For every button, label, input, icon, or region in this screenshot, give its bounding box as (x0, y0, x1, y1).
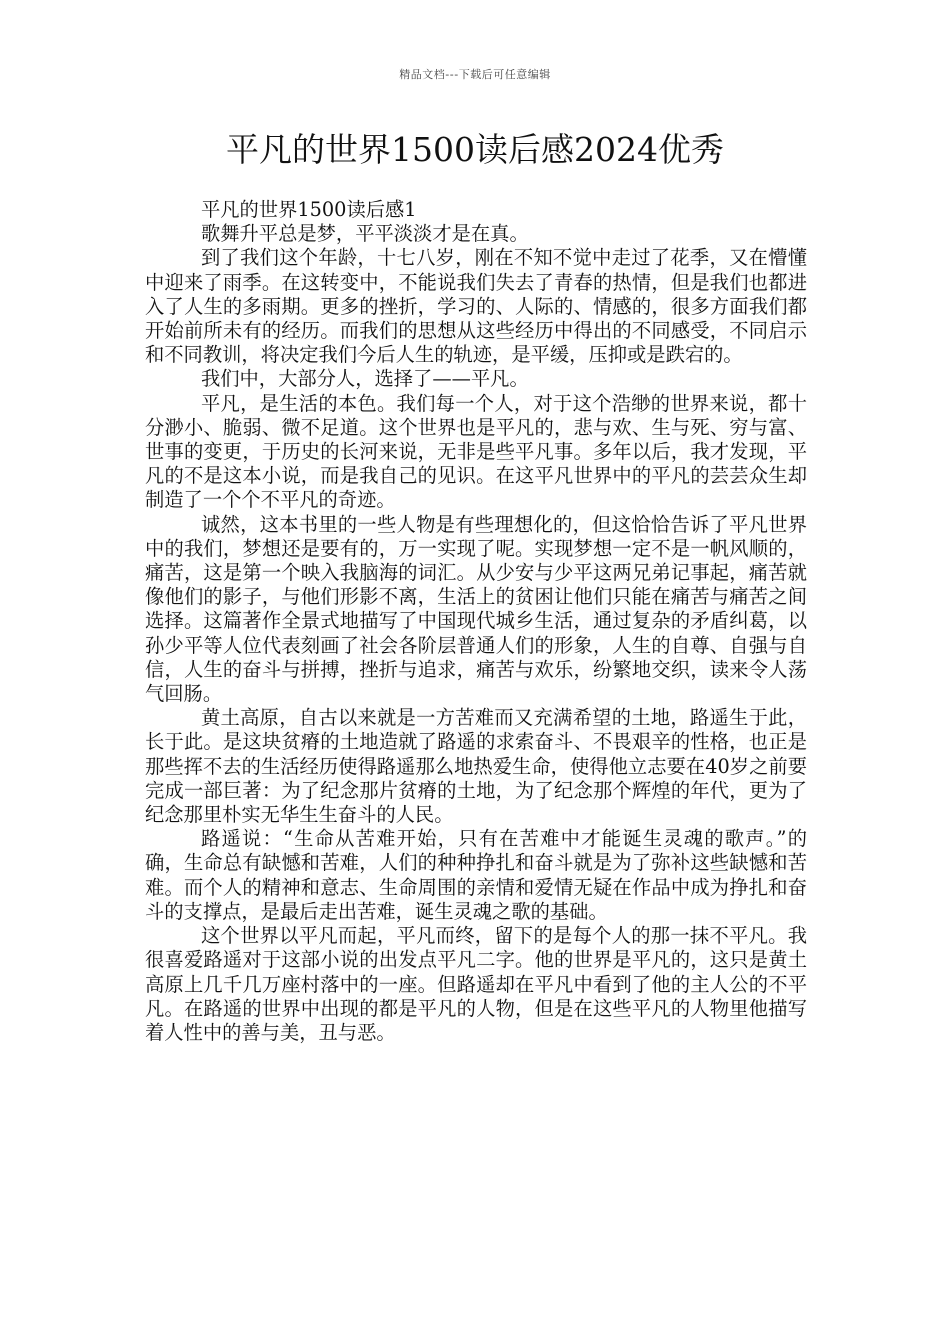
body-paragraph: 我们中，大部分人，选择了——平凡。 (200, 367, 529, 391)
body-paragraph: 平凡，是生活的本色。我们每一个人，对于这个浩缈的世界来说，都十分渺小、脆弱、微不足道。这个世界也是平凡的，悲与欢、生与死、穷与富、世事的变更，于历史的长河来说，无非是些平凡事。多年以后，我才发现，平凡的不是这本小说，而是我自己的见识。在这平凡世界中的平凡的芸芸众生却制造了一个个不平凡的奇迹。 (145, 391, 807, 512)
header-note: 精品文档---下载后可任意编辑 (399, 68, 551, 81)
document-body (145, 198, 807, 1045)
body-paragraph: 路遥说：“生命从苦难开始，只有在苦难中才能诞生灵魂的歌声。”的确，生命总有缺憾和苦难，人们的种种挣扎和奋斗就是为了弥补这些缺憾和苦难。而个人的精神和意志、生命周围的亲情和爱情无疑在作品中成为挣扎和奋斗的支撑点，是最后走出苦难，诞生灵魂之歌的基础。 (145, 827, 807, 923)
body-paragraph: 这个世界以平凡而起，平凡而终，留下的是每个人的那一抹不平凡。我很喜爱路遥对于这部小说的出发点平凡二字。他的世界是平凡的，这只是黄土高原上几千几万座村落中的一座。但路遥却在平凡中看到了他的主人公的不平凡。在路遥的世界中出现的都是平凡的人物，但是在这些平凡的人物里他描写着人性中的善与美，丑与恶。 (145, 924, 807, 1044)
body-paragraph: 黄土高原，自古以来就是一方苦难而又充满希望的土地，路遥生于此，长于此。是这块贫瘠的土地造就了路遥的求索奋斗、不畏艰辛的性格，也正是那些挥不去的生活经历使得路遥那么地热爱生命，使得他立志要在40岁之前要完成一部巨著：为了纪念那片贫瘠的土地，为了纪念那个辉煌的年代，更为了纪念那里朴实无华生生奋斗的人民。 (145, 706, 807, 827)
body-paragraph: 诚然，这本书里的一些人物是有些理想化的，但这恰恰告诉了平凡世界中的我们，梦想还是要有的，万一实现了呢。实现梦想一定不是一帆风顺的，痛苦，这是第一个映入我脑海的词汇。从少安与少平这两兄弟记事起，痛苦就像他们的影子，与他们形影不离，生活上的贫困让他们只能在痛苦与痛苦之间选择。这篇著作全景式地描写了中国现代城乡生活，通过复杂的矛盾纠葛，以孙少平等人位代表刻画了社会各阶层普通人们的形象，人生的自尊、自强与自信，人生的奋斗与拼搏，挫折与追求，痛苦与欢乐，纷繁地交织，读来令人荡气回肠。 (145, 512, 807, 706)
subtitle-paragraph: 平凡的世界1500读后感1 (200, 198, 417, 221)
body-paragraph: 歌舞升平总是梦，平平淡淡才是在真。 (200, 222, 529, 246)
body-paragraph: 到了我们这个年龄，十七八岁，刚在不知不觉中走过了花季，又在懵懂中迎来了雨季。在这转变中，不能说我们失去了青春的热情，但是我们也都进入了人生的多雨期。更多的挫折，学习的、人际的、情感的，很多方面我们都开始前所未有的经历。而我们的思想从这些经历中得出的不同感受，不同启示和不同教训，将决定我们今后人生的轨迹，是平缓，压抑或是跌宕的。 (145, 246, 807, 367)
document-title: 平凡的世界1500读后感2024优秀 (226, 130, 724, 169)
